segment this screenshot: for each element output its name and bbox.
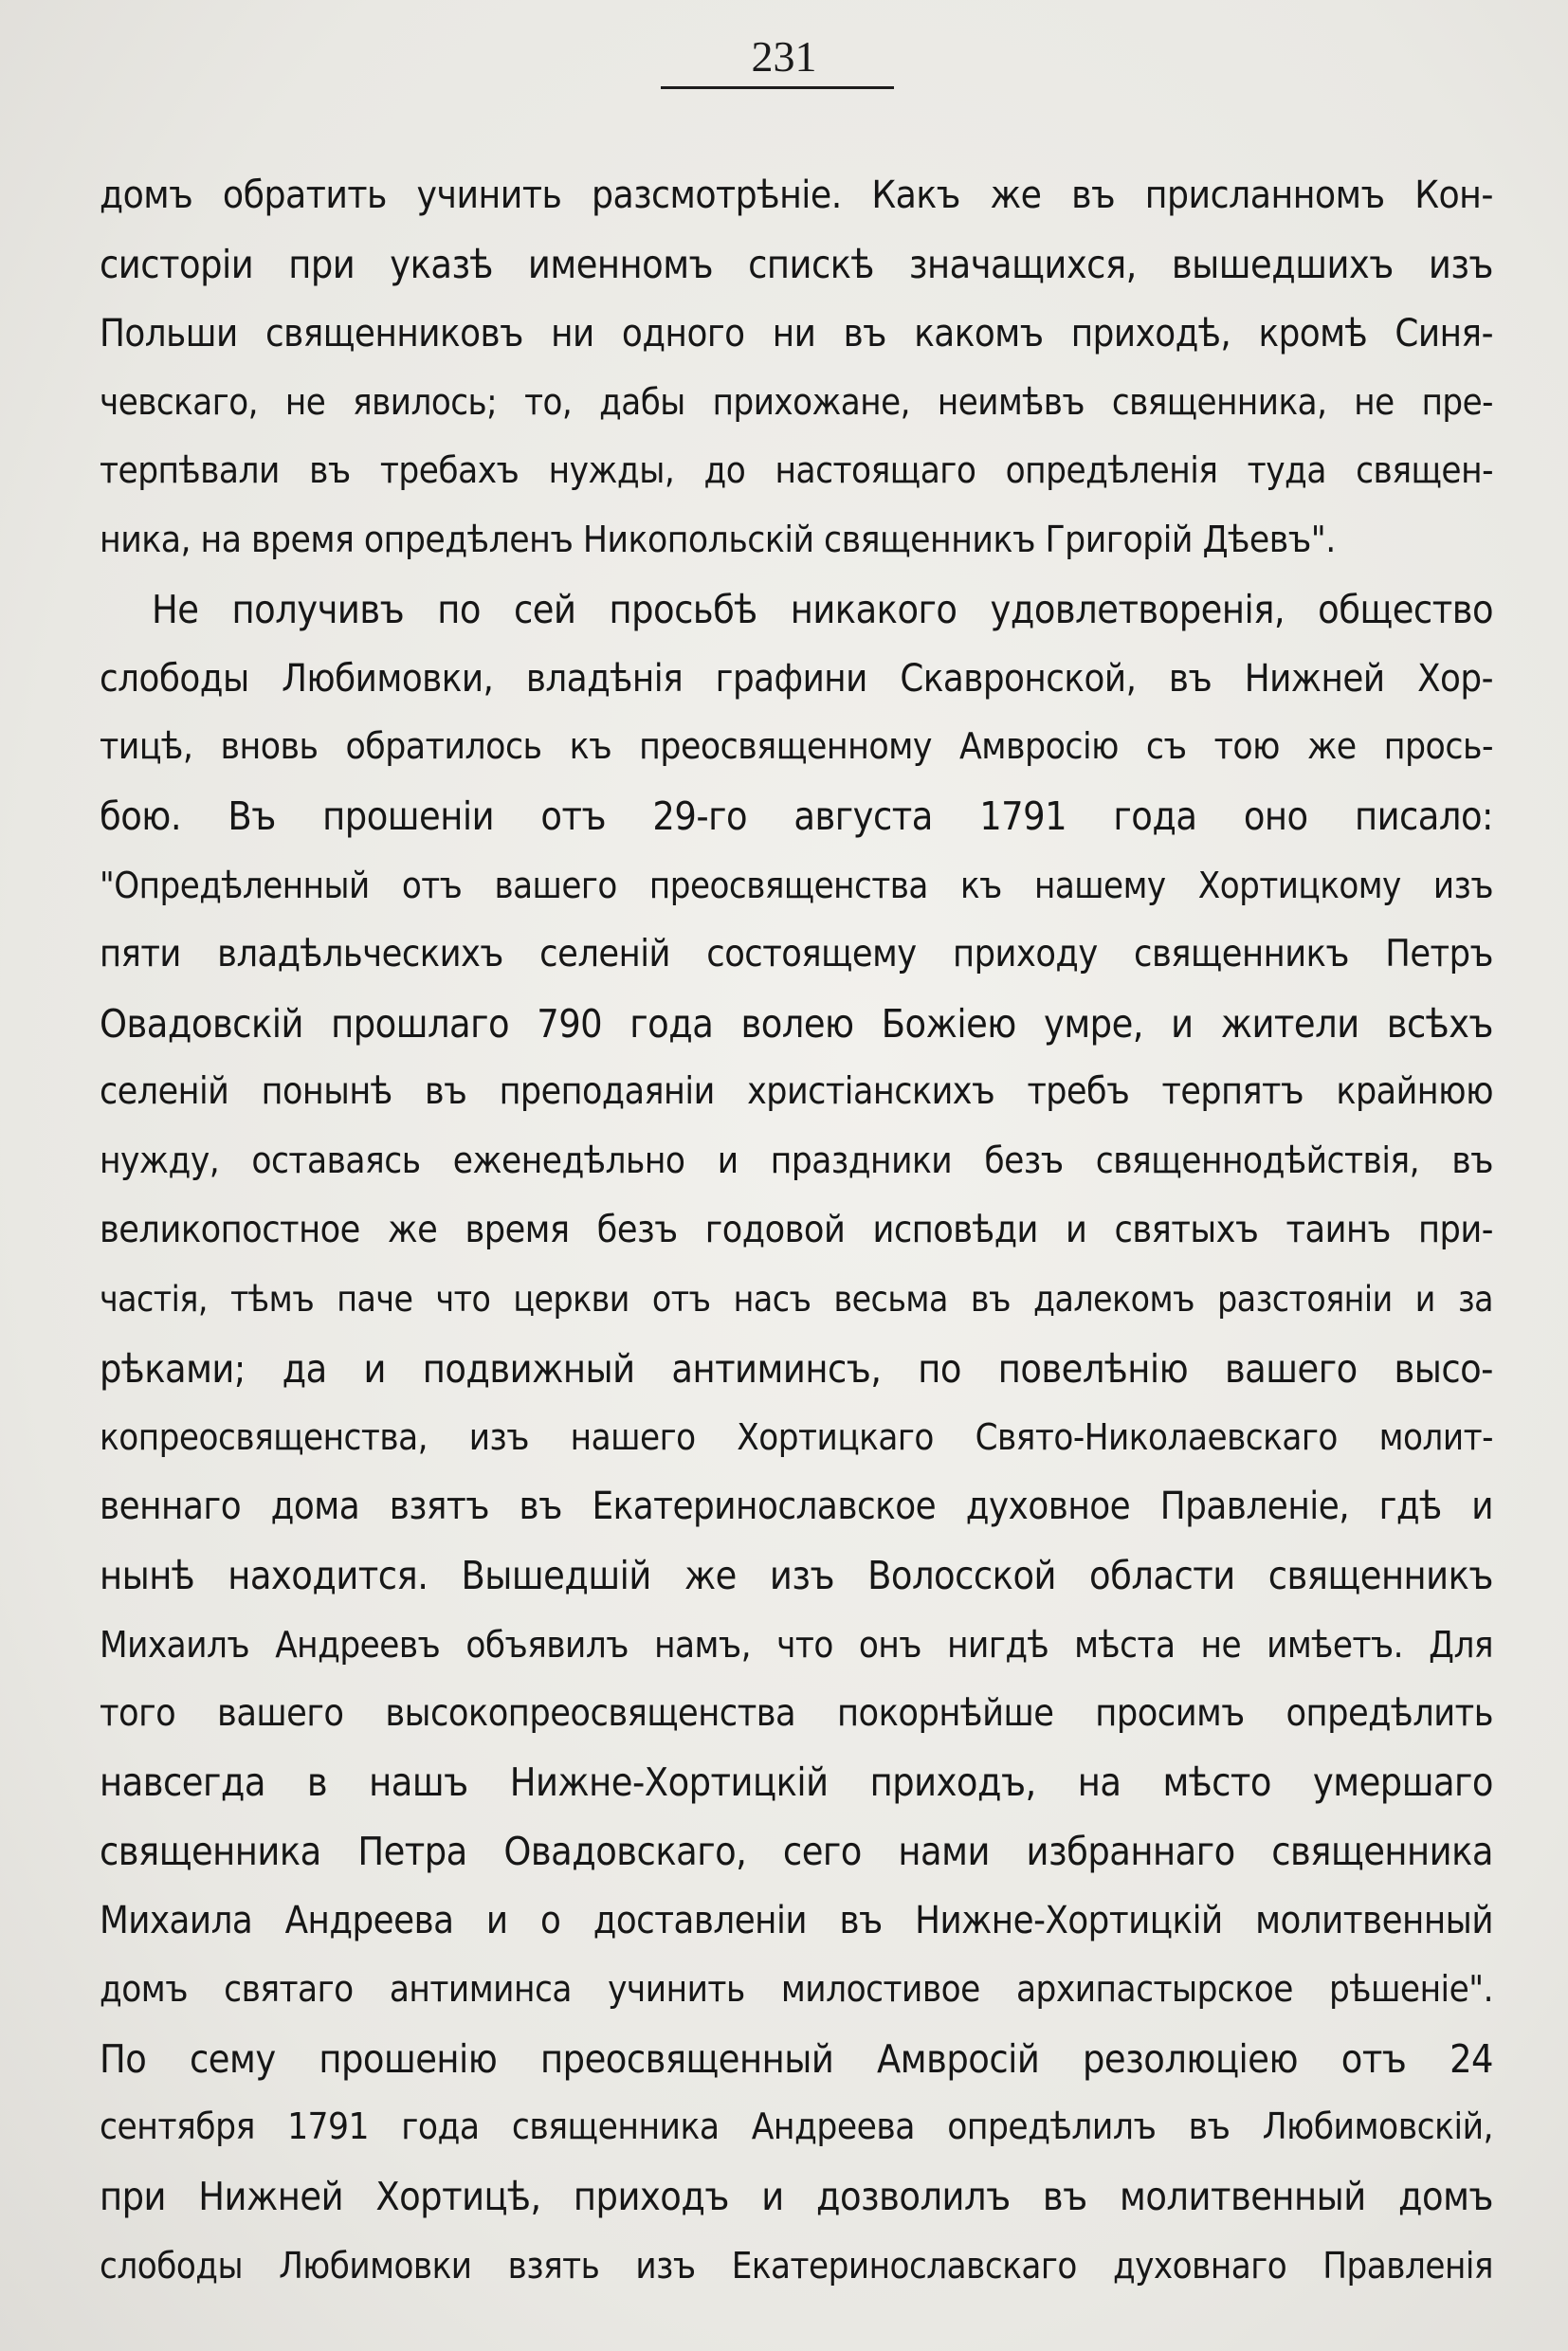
text-line: домъ обратить учинить разсмотрѣніе. Какъ же въ присланномъ Кон- bbox=[100, 173, 1493, 217]
page-number: 231 bbox=[751, 32, 817, 81]
text-line: великопостное же время безъ годовой исповѣди и святыхъ таинъ при- bbox=[100, 1208, 1493, 1251]
text-line: Не получивъ по сей просьбѣ никакого удовлетворенія, общество bbox=[152, 586, 1493, 632]
text-line: частія, тѣмъ паче что церкви отъ насъ весьма въ далекомъ разстояніи и за bbox=[100, 1278, 1493, 1320]
text-line: того вашего высокопреосвященства покорнѣйше просимъ опредѣлить bbox=[100, 1691, 1493, 1735]
text-line: нужду, оставаясь еженедѣльно и праздники безъ священнодѣйствія, въ bbox=[100, 1139, 1493, 1183]
text-line: слободы Любимовки, владѣнія графини Скавронской, въ Нижней Хор- bbox=[100, 656, 1493, 701]
text-line: пяти владѣльческихъ селеній состоящему приходу священникъ Петръ bbox=[100, 932, 1493, 975]
text-line: тицѣ, вновь обратилось къ преосвященному Амвросію съ тою же прось- bbox=[100, 725, 1493, 769]
text-line: Михаила Андреева и о доставленіи въ Нижне-Хортицкій молитвенный bbox=[100, 1898, 1493, 1942]
text-line: По сему прошенію преосвященный Амвросій резолюціею отъ 24 bbox=[100, 2035, 1493, 2082]
text-line: чевскаго, не явилось; то, дабы прихожане, неимѣвъ священника, не пре- bbox=[100, 381, 1493, 424]
text-line: слободы Любимовки взять изъ Екатеринославскаго духовнаго Правленія bbox=[100, 2244, 1493, 2287]
text-line: при Нижней Хортицѣ, приходъ и дозволилъ въ молитвенный домъ bbox=[100, 2174, 1493, 2220]
text-line: селеній понынѣ въ преподаяніи христіанскихъ требъ терпятъ крайнюю bbox=[100, 1070, 1493, 1114]
text-line: терпѣвали въ требахъ нужды, до настоящаго опредѣленія туда священ- bbox=[100, 450, 1493, 493]
text-line: сентября 1791 года священника Андреева опредѣлилъ въ Любимовскій, bbox=[100, 2105, 1493, 2149]
body-text bbox=[100, 161, 1493, 2301]
text-line: Овадовскій прошлаго 790 года волею Божіею умре, и жители всѣхъ bbox=[100, 1000, 1493, 1047]
text-line: копреосвященства, изъ нашего Хортицкаго Свято-Николаевскаго молит- bbox=[100, 1416, 1493, 1459]
text-line: священника Петра Овадовскаго, сего нами избраннаго священника bbox=[100, 1829, 1493, 1875]
text-line: нынѣ находится. Вышедшій же изъ Волосской области священникъ bbox=[100, 1552, 1493, 1598]
text-line: Польши священниковъ ни одного ни въ какомъ приходѣ, кромѣ Синя- bbox=[100, 311, 1493, 355]
text-line: ника, на время опредѣленъ Никопольскій священникъ Григорій Дѣевъ". bbox=[100, 518, 1336, 561]
text-line: веннаго дома взятъ въ Екатеринославское духовное Правленіе, гдѣ и bbox=[100, 1485, 1493, 1529]
text-line: навсегда в нашъ Нижне-Хортицкій приходъ, на мѣсто умершаго bbox=[100, 1759, 1493, 1806]
text-line: домъ святаго антиминса учинить милостивое архипастырское рѣшеніе". bbox=[100, 1968, 1493, 2011]
text-line: "Опредѣленный отъ вашего преосвященства къ нашему Хортицкому изъ bbox=[100, 864, 1493, 906]
text-line: систоріи при указѣ именномъ спискѣ значащихся, вышедшихъ изъ bbox=[100, 241, 1493, 287]
text-line: Михаилъ Андреевъ объявилъ намъ, что онъ нигдѣ мѣста не имѣетъ. Для bbox=[100, 1623, 1493, 1666]
header-rule bbox=[661, 86, 894, 89]
text-line: рѣками; да и подвижный антиминсъ, по повелѣнію вашего высо- bbox=[100, 1345, 1493, 1392]
text-line: бою. Въ прошеніи отъ 29-го августа 1791 года оно писало: bbox=[100, 793, 1493, 840]
